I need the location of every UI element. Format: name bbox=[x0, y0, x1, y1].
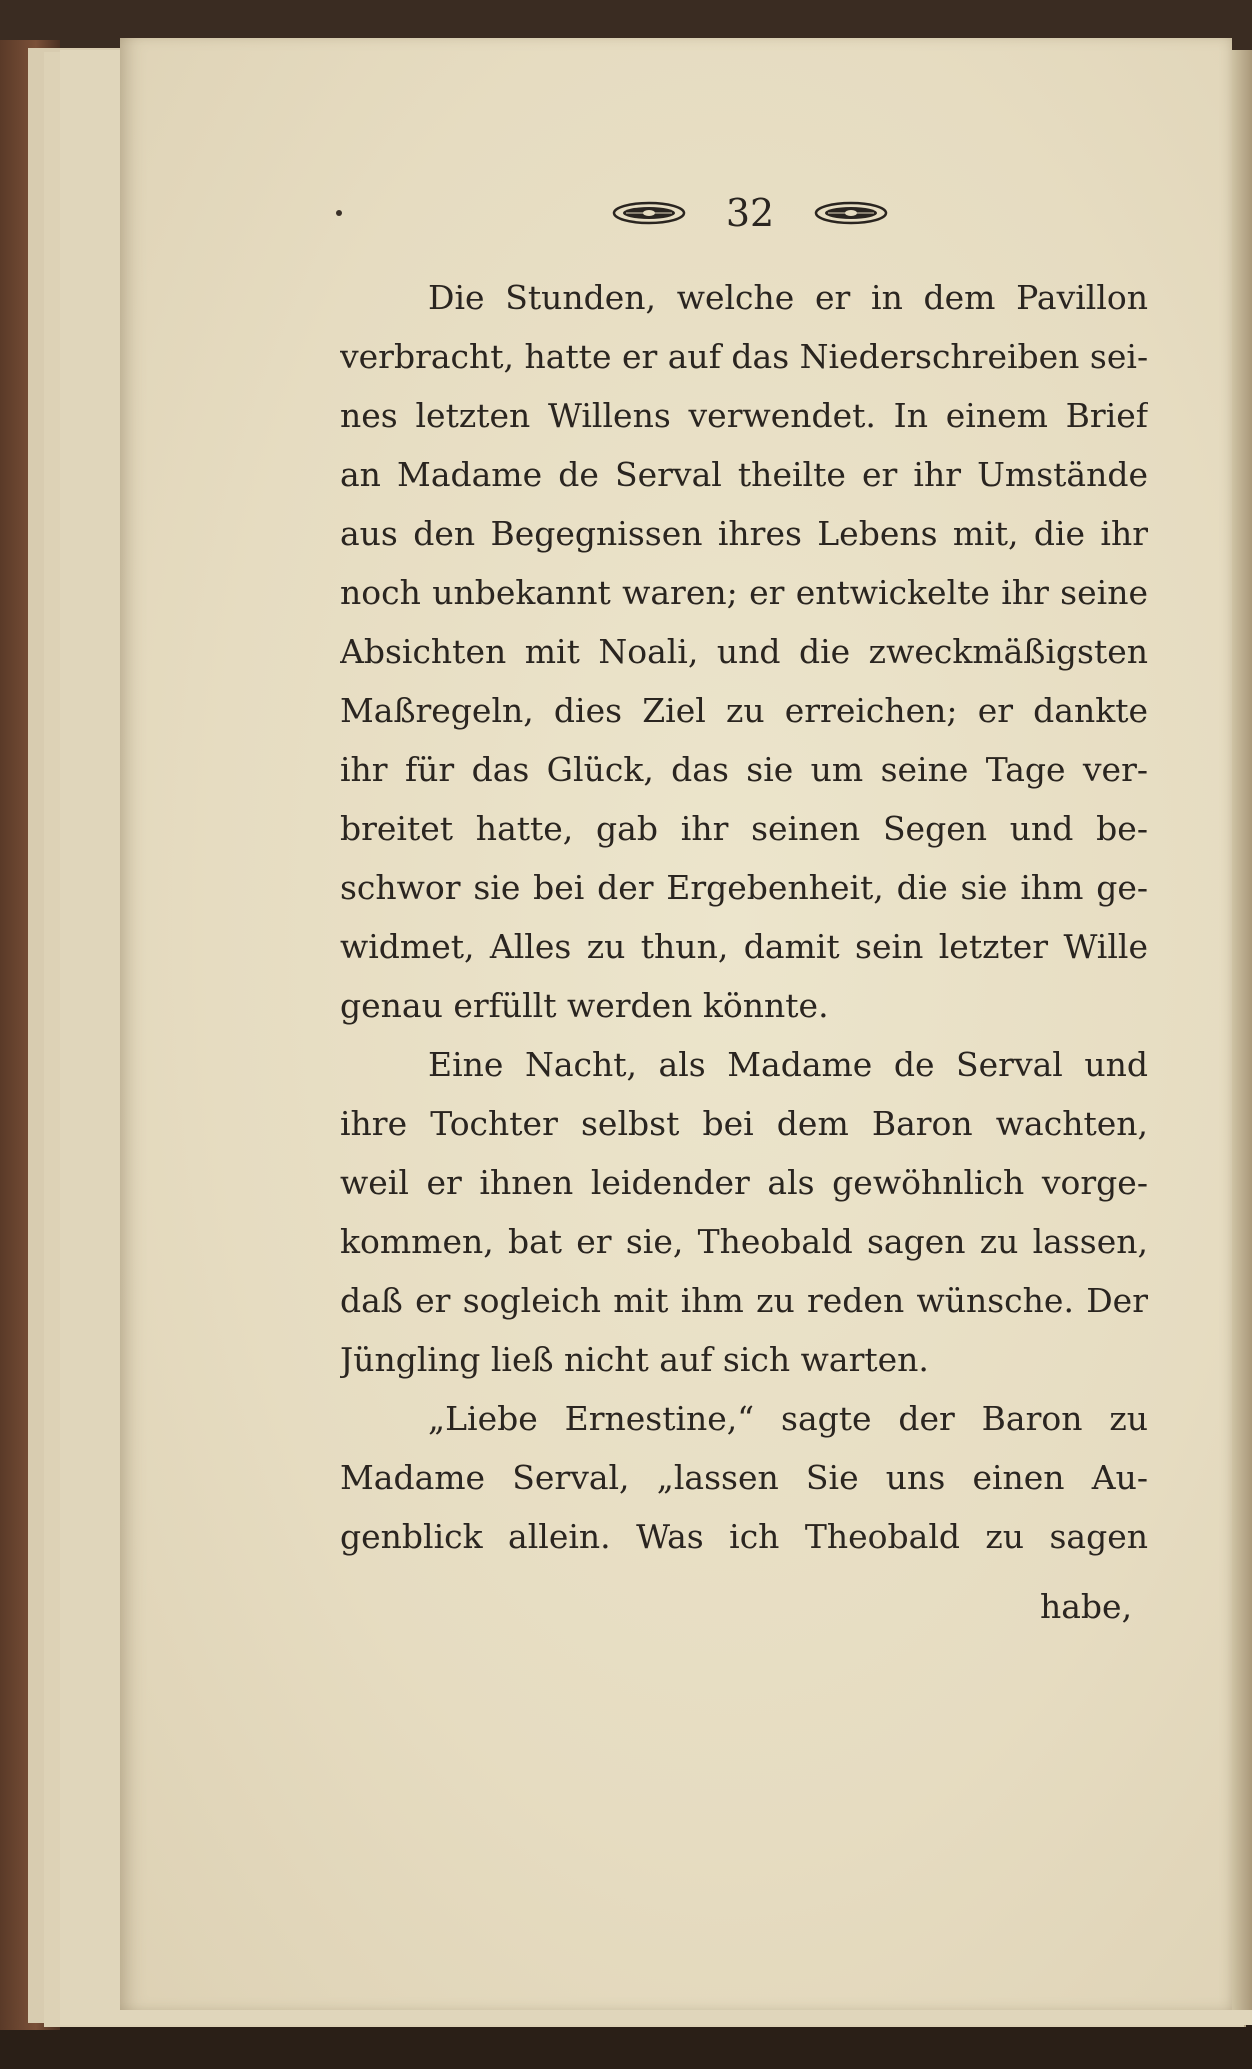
text-line: ihr für das Glück, das sie um seine Tage ver- bbox=[340, 750, 1148, 789]
left-ornament-icon bbox=[612, 201, 686, 225]
body-text bbox=[340, 268, 1148, 1566]
text-line: „Liebe Ernestine,“ sagte der Baron zu bbox=[428, 1399, 1148, 1438]
text-line: Jüngling ließ nicht auf sich warten. bbox=[340, 1340, 929, 1379]
text-line: weil er ihnen leidender als gewöhnlich vorge- bbox=[340, 1163, 1148, 1202]
text-line: genau erfüllt werden könnte. bbox=[340, 986, 829, 1025]
text-line: Die Stunden, welche er in dem Pavillon bbox=[428, 278, 1148, 317]
ink-speck bbox=[336, 210, 342, 216]
text-line: verbracht, hatte er auf das Niederschreiben sei- bbox=[340, 337, 1148, 376]
text-line: noch unbekannt waren; er entwickelte ihr seine bbox=[340, 573, 1148, 612]
text-line: breitet hatte, gab ihr seinen Segen und be- bbox=[340, 809, 1148, 848]
text-line: nes letzten Willens verwendet. In einem Brief bbox=[340, 396, 1148, 435]
text-line: ihre Tochter selbst bei dem Baron wachten, bbox=[340, 1104, 1148, 1143]
right-ornament-icon bbox=[814, 201, 888, 225]
text-line: kommen, bat er sie, Theobald sagen zu lassen, bbox=[340, 1222, 1148, 1261]
text-line: aus den Begegnissen ihres Lebens mit, die ihr bbox=[340, 514, 1148, 553]
text-line: daß er sogleich mit ihm zu reden wünsche. Der bbox=[340, 1281, 1148, 1320]
text-line: an Madame de Serval theilte er ihr Umstände bbox=[340, 455, 1148, 494]
catchword: habe, bbox=[1040, 1587, 1133, 1626]
page-number: 32 bbox=[725, 191, 775, 235]
text-line: Eine Nacht, als Madame de Serval und bbox=[428, 1045, 1148, 1084]
page-right-edge bbox=[1232, 50, 1252, 2010]
page-header bbox=[600, 188, 900, 238]
text-line: schwor sie bei der Ergebenheit, die sie ihm ge- bbox=[340, 868, 1148, 907]
text-line: Maßregeln, dies Ziel zu erreichen; er dankte bbox=[340, 691, 1148, 730]
text-line: genblick allein. Was ich Theobald zu sagen bbox=[340, 1517, 1148, 1556]
text-line: Madame Serval, „lassen Sie uns einen Au- bbox=[340, 1458, 1148, 1497]
text-line: widmet, Alles zu thun, damit sein letzter Wille bbox=[340, 927, 1148, 966]
text-line: Absichten mit Noali, und die zweckmäßigsten bbox=[340, 632, 1148, 671]
